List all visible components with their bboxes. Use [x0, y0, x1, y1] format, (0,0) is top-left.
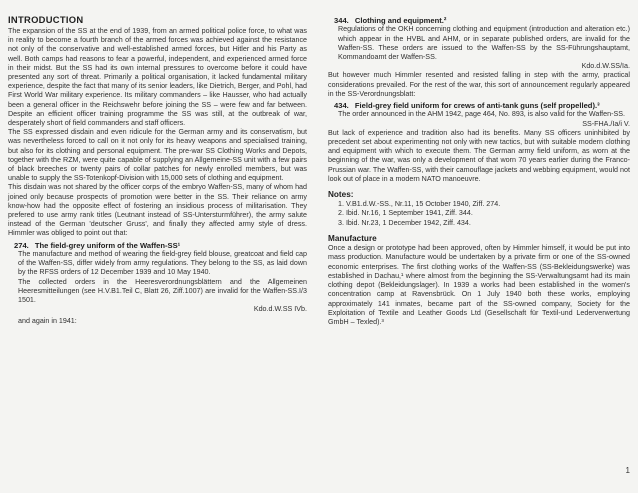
paragraph: This disdain was not shared by the officer corps of the embryo Waffen-SS, many of whom had joined only because prospects of promotion were better in the SS. Their reliance on army know-how had the opposite effect of fostering an insidious process of militarisation. They prefered to use army rank titles (Leutnant instead of SS-Untersturmführer), the army salute instead of the German 'deutscher Gruss', and finally they affected army style of dress. Himmler was obliged to point out that:	[8, 183, 307, 238]
right-column	[328, 14, 630, 327]
notes-heading: Notes:	[328, 190, 354, 200]
note-item: 2. Ibid. Nr.16, 1 September 1941, Ziff. 344.	[338, 209, 473, 218]
regulation-title: Field-grey field uniform for crews of anti-tank guns (self propelled).³	[354, 101, 600, 111]
section-heading-introduction: INTRODUCTION	[8, 14, 84, 25]
regulation-text: The manufacture and method of wearing the field-grey field blouse, greatcoat and field cap of the Waffen-SS, differ widely from army regulations. They belong to the SS, as laid down by the RFSS orders of 12 December 1939 and 10 May 1940.	[18, 250, 307, 277]
regulation-title: Clothing and equipment.²	[354, 16, 447, 25]
paragraph-tail: and again in 1941:	[18, 316, 77, 325]
paragraph: The expansion of the SS at the end of 1939, from an armed political police force, to what was in reality to become a fourth branch of the armed forces was achieved against the resistance not only of the conservative and well-established armed forces, but Hitler and his Party as well. Both camps had reasons to fear a powerful, independent, and experienced armed force in their midst. But the SS had its own internal pressures to overcome before it could have presented any sort of threat. Primarily a political organisation, it lacked fundamental military experience, despite the fact that many of its senior leaders, like Dietrich, Berger, and Pohl, had First World War military experience. Its military commanders – like Hausser, who had actually been a general officer in the Reichswehr before joining the SS – were few and far between. Despite an efficient officer training programme the SS was still, at the outbreak of war, desperately short of field commanders and staff officers.	[8, 27, 307, 128]
regulation-number: 274.	[14, 240, 29, 250]
page-number: 1	[625, 466, 630, 475]
regulation-text: The collected orders in the Heeresverordnungsblättern and the Allgemeinen Heeresmitteilungen (see H.V.B1.Teil C, Blatt 26, Ziff.1007) are invalid for the Waffen-SS.I/3 1501.	[18, 277, 307, 305]
paragraph: The SS expressed disdain and even ridicule for the German army and its conservatism, but was nevertheless forced to call on it not only for its heavy weapons and specialised training, but also for its clothing and personal equipment. The pre-war SS Clothing Works and Depots, together with the RZM, were quite capable of supplying an Allgemeine-SS unit with a few pairs of black breeches or twenty pairs of collar patches for newly enrolled members, but was unable to supply the SS-Totenkopf-Division with 15,000 sets of clothing and equipment.	[8, 128, 307, 183]
regulation-signature: Kdo.d.W.SS/Ia.	[581, 62, 630, 71]
left-column	[8, 14, 307, 326]
paragraph: But however much Himmler resented and resisted falling in step with the army, practical considerations prevailed. For the rest of the war, this sort of announcement regularly appeared in the SS-Verordnungsblatt:	[328, 71, 630, 98]
note-item: 3. Ibid. Nr.23, 1 December 1942, Ziff. 434.	[338, 218, 471, 227]
regulation-heading-434	[328, 101, 630, 110]
regulation-number: 434.	[334, 101, 349, 111]
regulation-text: The order announced in the AHM 1942, page 464, No. 893, is also valid for the Waffen-SS.	[338, 110, 625, 119]
paragraph: Once a design or prototype had been approved, often by Himmler himself, it would be put into mass production. Manufacture would be undertaken by a private firm or one of the SS-owned economic enterprises. The first clothing works of the Waffen-SS (SS-Bekleidungswerke) was established in Dachau,¹ where almost from the beginning the SS-Verwaltungsamt had its main clothing depot (Bekleidungslager). In 1939 a works had been established in the women's concentration camp at Ravensbrück. On 1 July 1940 both these works, employing approximately 141 inmates, became part of the SS-owned company, Society for the Exploitation of Textile and Leather Goods Ltd (Gesellschaft für Textil-und Lederverwertung GmbH – Texled).³	[328, 244, 630, 326]
regulation-heading-344	[328, 16, 630, 25]
paragraph: But lack of experience and tradition also had its benefits. Many SS officers uninhibited by precedent set about experimenting not only with new tactics, but with suitable modern clothing and equipment with which to execute them. The German army field uniform, as worn at the beginning of the war, was only a development of that worn 70 years earlier during the Franco-Prussian war. The Waffen-SS, with their camouflage jackets and webbing equipment, would not look out of place in a modern NATO manoeuvre.	[328, 128, 630, 183]
note-item: 1. V.B1.d.W.-SS., Nr.11, 15 October 1940, Ziff. 274.	[338, 200, 501, 209]
regulation-heading-274	[8, 241, 307, 250]
regulation-title: The field-grey uniform of the Waffen-SS¹	[34, 240, 181, 250]
section-heading-manufacture: Manufacture	[328, 234, 377, 244]
regulation-signature: Kdo.d.W.SS IVb.	[253, 305, 307, 314]
regulation-signature: SS-FHA./Ia/i V.	[582, 119, 630, 128]
regulation-number: 344.	[334, 16, 349, 25]
regulation-text: Regulations of the OKH concerning clothing and equipment (introduction and alteration etc.) which appear in the HVBL and AHM, or in separate published orders, are invalid for the Waffen-SS. These orders are issued to the Waffen-SS by the SS-Führungshauptamt, Kommandoamt der Waffen-SS.	[338, 25, 630, 62]
